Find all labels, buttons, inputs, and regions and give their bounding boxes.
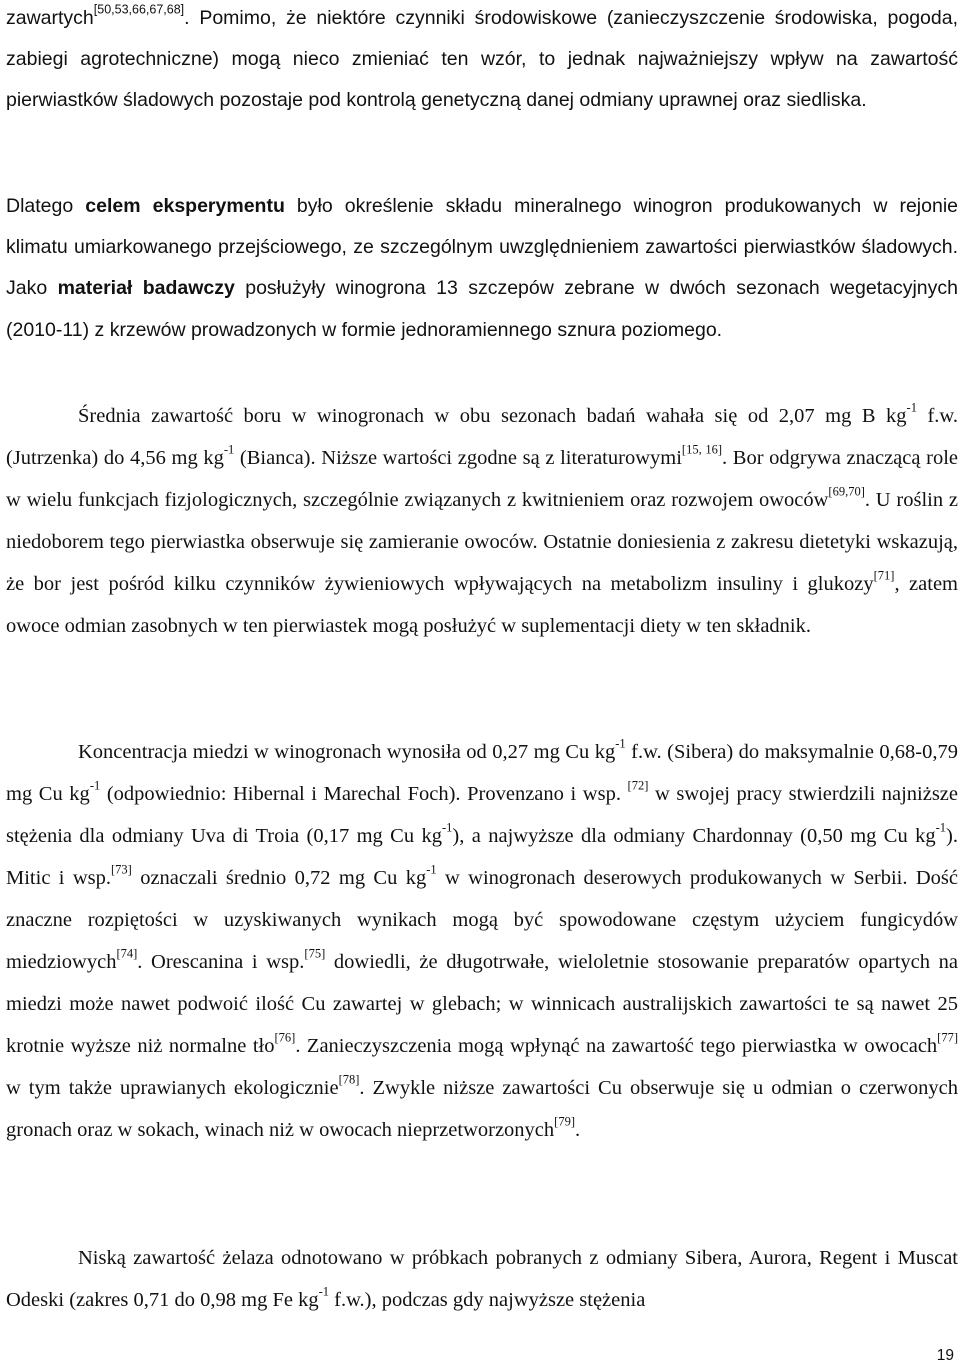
text: Średnia zawartość boru w winogronach w obu sezonach badań wahała się od 2,07 mg B kg [78,405,907,427]
citation: [15, 16] [681,442,722,457]
paragraph-copper [6,731,958,1151]
citation: [72] [627,778,649,793]
text: f.w. (Sibera) do maksymalnie 0,68-0,79 mg Cu kg [6,741,958,805]
text: . Orescanina i wsp. [137,951,305,973]
exponent: -1 [89,778,101,793]
text: . Bor odgrywa znaczącą role w wielu funkcjach fizjologicznych, szczególnie związanych z kwitnieniem oraz rozwojem owoców [6,447,958,511]
text: w tym także uprawianych ekologicznie [6,1077,339,1099]
paragraph-boron [6,395,958,647]
exponent: -1 [935,820,947,835]
text: Dlatego [6,195,86,217]
text: w winogronach deserowych produkowanych w Serbii. Dość znaczne rozpiętości w uzyskiwanych wynikach mogą być spowodowane częstym użyciem fungicydów miedziowych [6,867,958,973]
citation: [77] [937,1030,958,1045]
text: oznaczali średnio 0,72 mg Cu kg [131,867,427,889]
text: . Pomimo, że niektóre czynniki środowiskowe (zanieczyszczenie środowiska, pogoda, zabiegi agrotechniczne) mogą nieco zmieniać ten wzór, to jednak najważniejszy wpływ na zawartość pierwiastków śladowych pozostaje pod kontrolą genetyczną danej odmiany uprawnej oraz siedliska. [6,7,958,112]
text: f.w.), podczas gdy najwyższe stężenia [329,1289,646,1311]
exponent: -1 [442,820,453,835]
citation: [71] [873,568,895,583]
bold-term-aim: celem eksperymentu [85,195,285,217]
citation: [78] [338,1072,360,1087]
exponent: -1 [318,1284,329,1299]
exponent: -1 [615,736,626,751]
paragraph-trace-elements-intro [6,0,958,122]
text: ), a najwyższe dla odmiany Chardonnay (0,50 mg Cu kg [452,825,936,847]
citation: [69,70] [828,484,865,499]
paragraph-experiment-aim [6,186,958,351]
exponent: -1 [906,400,917,415]
text: . Zwykle niższe zawartości Cu obserwuje się u odmian o czerwonych gronach oraz w sokach, winach niż w owocach nieprzetworzonych [6,1077,959,1141]
text: ). Mitic i wsp. [6,825,958,889]
citation: [74] [116,946,138,961]
text: f.w. (Jutrzenka) do 4,56 mg kg [6,405,958,469]
exponent: -1 [223,442,235,457]
text: (Bianca). Niższe wartości zgodne są z literaturowymi [234,447,682,469]
text: Niską zawartość żelaza odnotowano w próbkach pobranych z odmiany Sibera, Aurora, Regent i Muscat Odeski (zakres 0,71 do 0,98 mg Fe kg [6,1247,958,1311]
text: dowiedli, że długotrwałe, wieloletnie stosowanie preparatów opartych na miedzi może nawet podwoić ilość Cu zawartej w glebach; w winnicach australijskich zawartości te są nawet 25 krotnie wyższe niż normalne tło [6,951,958,1057]
text: było określenie składu mineralnego winogron produkowanych w rejonie klimatu umiarkowanego przejściowego, ze szczególnym uwzględnieniem zawartości pierwiastków śladowych. Jako [6,195,958,300]
text: zawartych [6,7,94,29]
citation: [50,53,66,67,68] [93,2,185,17]
text: posłużyły winogrona 13 szczepów zebrane w dwóch sezonach wegetacyjnych (2010-11) z krzewów prowadzonych w formie jednoramiennego sznura poziomego. [6,277,958,341]
bold-term-material: materiał badawczy [57,277,235,300]
page-number: 19 [936,1347,954,1364]
text: , zatem owoce odmian zasobnych w ten pierwiastek mogą posłużyć w suplementacji diety w ten składnik. [6,573,958,637]
text: w swojej pracy stwierdzili najniższe stężenia dla odmiany Uva di Troia (0,17 mg Cu kg [6,783,958,847]
text: Koncentracja miedzi w winogronach wynosiła od 0,27 mg Cu kg [78,741,616,763]
citation: [73] [111,862,132,877]
exponent: -1 [426,862,437,877]
text: . Zanieczyszczenia mogą wpłynąć na zawartość tego pierwiastka w owocach [295,1035,938,1057]
citation: [76] [274,1030,296,1045]
paragraph-iron [6,1237,958,1321]
citation: [75] [304,946,326,961]
text: . [574,1119,581,1141]
text: . U roślin z niedoborem tego pierwiastka obserwuje się zamieranie owoców. Ostatnie doniesienia z zakresu dietetyki wskazują, że bor jest pośród kilku czynników żywieniowych wpływających na metabolizm insuliny i glukozy [6,489,958,595]
citation: [79] [554,1114,575,1129]
text: (odpowiednio: Hibernal i Marechal Foch). Provenzano i wsp. [100,783,628,805]
